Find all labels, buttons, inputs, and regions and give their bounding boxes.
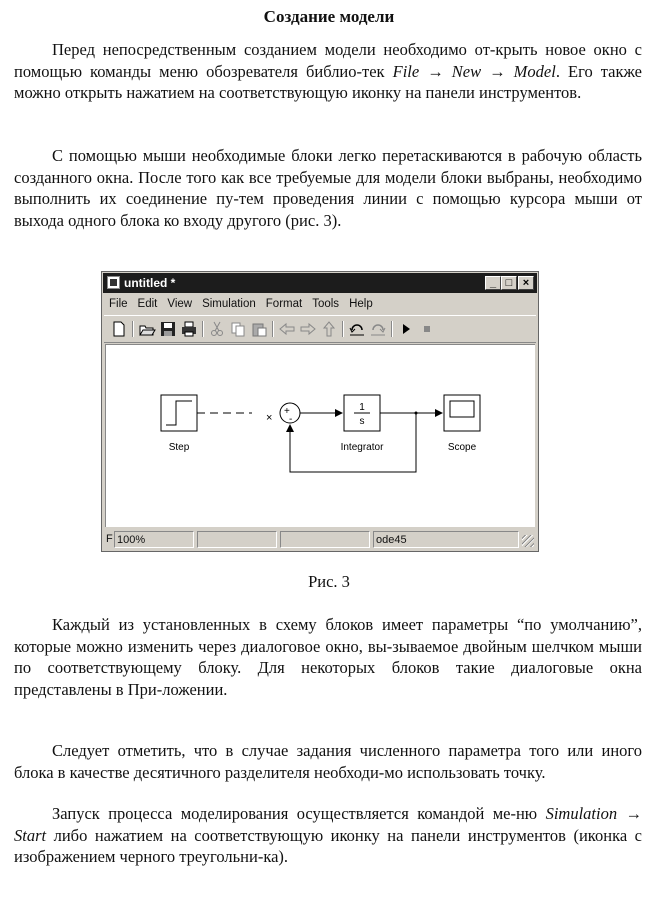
open-icon[interactable] [138,320,156,338]
section-heading: Создание модели [263,7,395,26]
paragraph-4: Следует отметить, что в случае задания численного параметра того или иного блока в качестве десятичного разделителя необходи-мо использовать точку. [14,741,642,782]
menu-view[interactable]: View [167,298,193,310]
resize-grip[interactable] [522,535,534,547]
status-cell-empty [197,531,277,548]
window-titlebar[interactable] [103,273,537,293]
paragraph-1: Перед непосредственным созданием модели необходимо от-крыть новое окно с помощью команды меню обозревателя библио-тек File → New → Model. Его также можно открыть нажатием на соответствующую иконку на панели инструментов. [14,40,642,103]
toolbar-separator [202,321,204,337]
up-icon[interactable] [320,320,338,338]
print-icon[interactable] [180,320,198,338]
sum-input-marker: × [266,412,273,424]
simulink-model-icon [107,276,120,289]
cut-icon[interactable] [208,320,226,338]
save-icon[interactable] [159,320,177,338]
status-bar [104,530,536,549]
minimize-button[interactable]: _ [485,276,501,290]
undo-icon[interactable] [348,320,366,338]
menu-file[interactable]: File [109,298,128,310]
integrator-denominator: s [359,416,365,427]
menu-bar [104,294,536,314]
branch-point [415,412,418,415]
status-prefix: F [106,533,113,545]
menu-path-new-model: File → New → Model [392,61,556,81]
new-icon[interactable] [110,320,128,338]
status-cell-empty [280,531,370,548]
scope-label: Scope [447,442,477,453]
paragraph-5: Запуск процесса моделирования осуществляется командой ме-ню Simulation → Start либо нажатием на соответствующую иконку на панели инструментов (иконка с изображением черного треугольни-ка). [14,804,642,867]
sum-plus-sign: + [284,406,290,417]
paste-icon[interactable] [250,320,268,338]
stop-icon[interactable] [418,320,436,338]
solver-name: ode45 [373,531,519,548]
toolbar-separator [342,321,344,337]
figure-caption: Рис. 3 [308,572,350,591]
redo-icon[interactable] [369,320,387,338]
copy-icon[interactable] [229,320,247,338]
toolbar-separator [132,321,134,337]
step-block[interactable] [161,395,197,431]
menu-edit[interactable]: Edit [137,298,158,310]
maximize-button[interactable]: □ [501,276,517,290]
window-title: untitled * [124,276,176,290]
integrator-numerator: 1 [359,402,365,413]
scope-block[interactable] [444,395,480,431]
menu-simulation[interactable]: Simulation [202,298,256,310]
model-canvas[interactable] [105,344,535,527]
sum-minus-sign: - [289,414,293,425]
integrator-block[interactable] [344,395,380,431]
toolbar-separator [391,321,393,337]
simulink-window [101,271,539,552]
sum-block[interactable] [280,403,300,425]
menu-format[interactable]: Format [265,298,303,310]
integrator-label: Integrator [340,442,384,453]
start-icon[interactable] [397,320,415,338]
menu-help[interactable]: Help [349,298,373,310]
close-button[interactable]: × [518,276,534,290]
toolbar [104,315,536,343]
step-label: Step [168,442,190,453]
forward-icon[interactable] [299,320,317,338]
menu-path-simulation-start: Simulation → Start [14,804,642,845]
menu-tools[interactable]: Tools [312,298,340,310]
toolbar-separator [272,321,274,337]
paragraph-3: Каждый из установленных в схему блоков имеет параметры “по умолчанию”, которые можно изменить через диалоговое окно, вы-зываемое двойным шелчком мыши по соответствующему блоку. Для некоторых блоков такие диалоговые окна представлены в При-ложении. [14,615,642,699]
back-icon[interactable] [278,320,296,338]
paragraph-2: С помощью мыши необходимые блоки легко перетаскиваются в рабочую область созданного окна. После того как все требуемые для модели блоки выбраны, необходимо выполнить их соединение пу-тем проведения линии с помощью курсора мыши от выхода одного блока ко входу другого (рис. 3). [14,146,642,230]
zoom-level: 100% [114,531,194,548]
